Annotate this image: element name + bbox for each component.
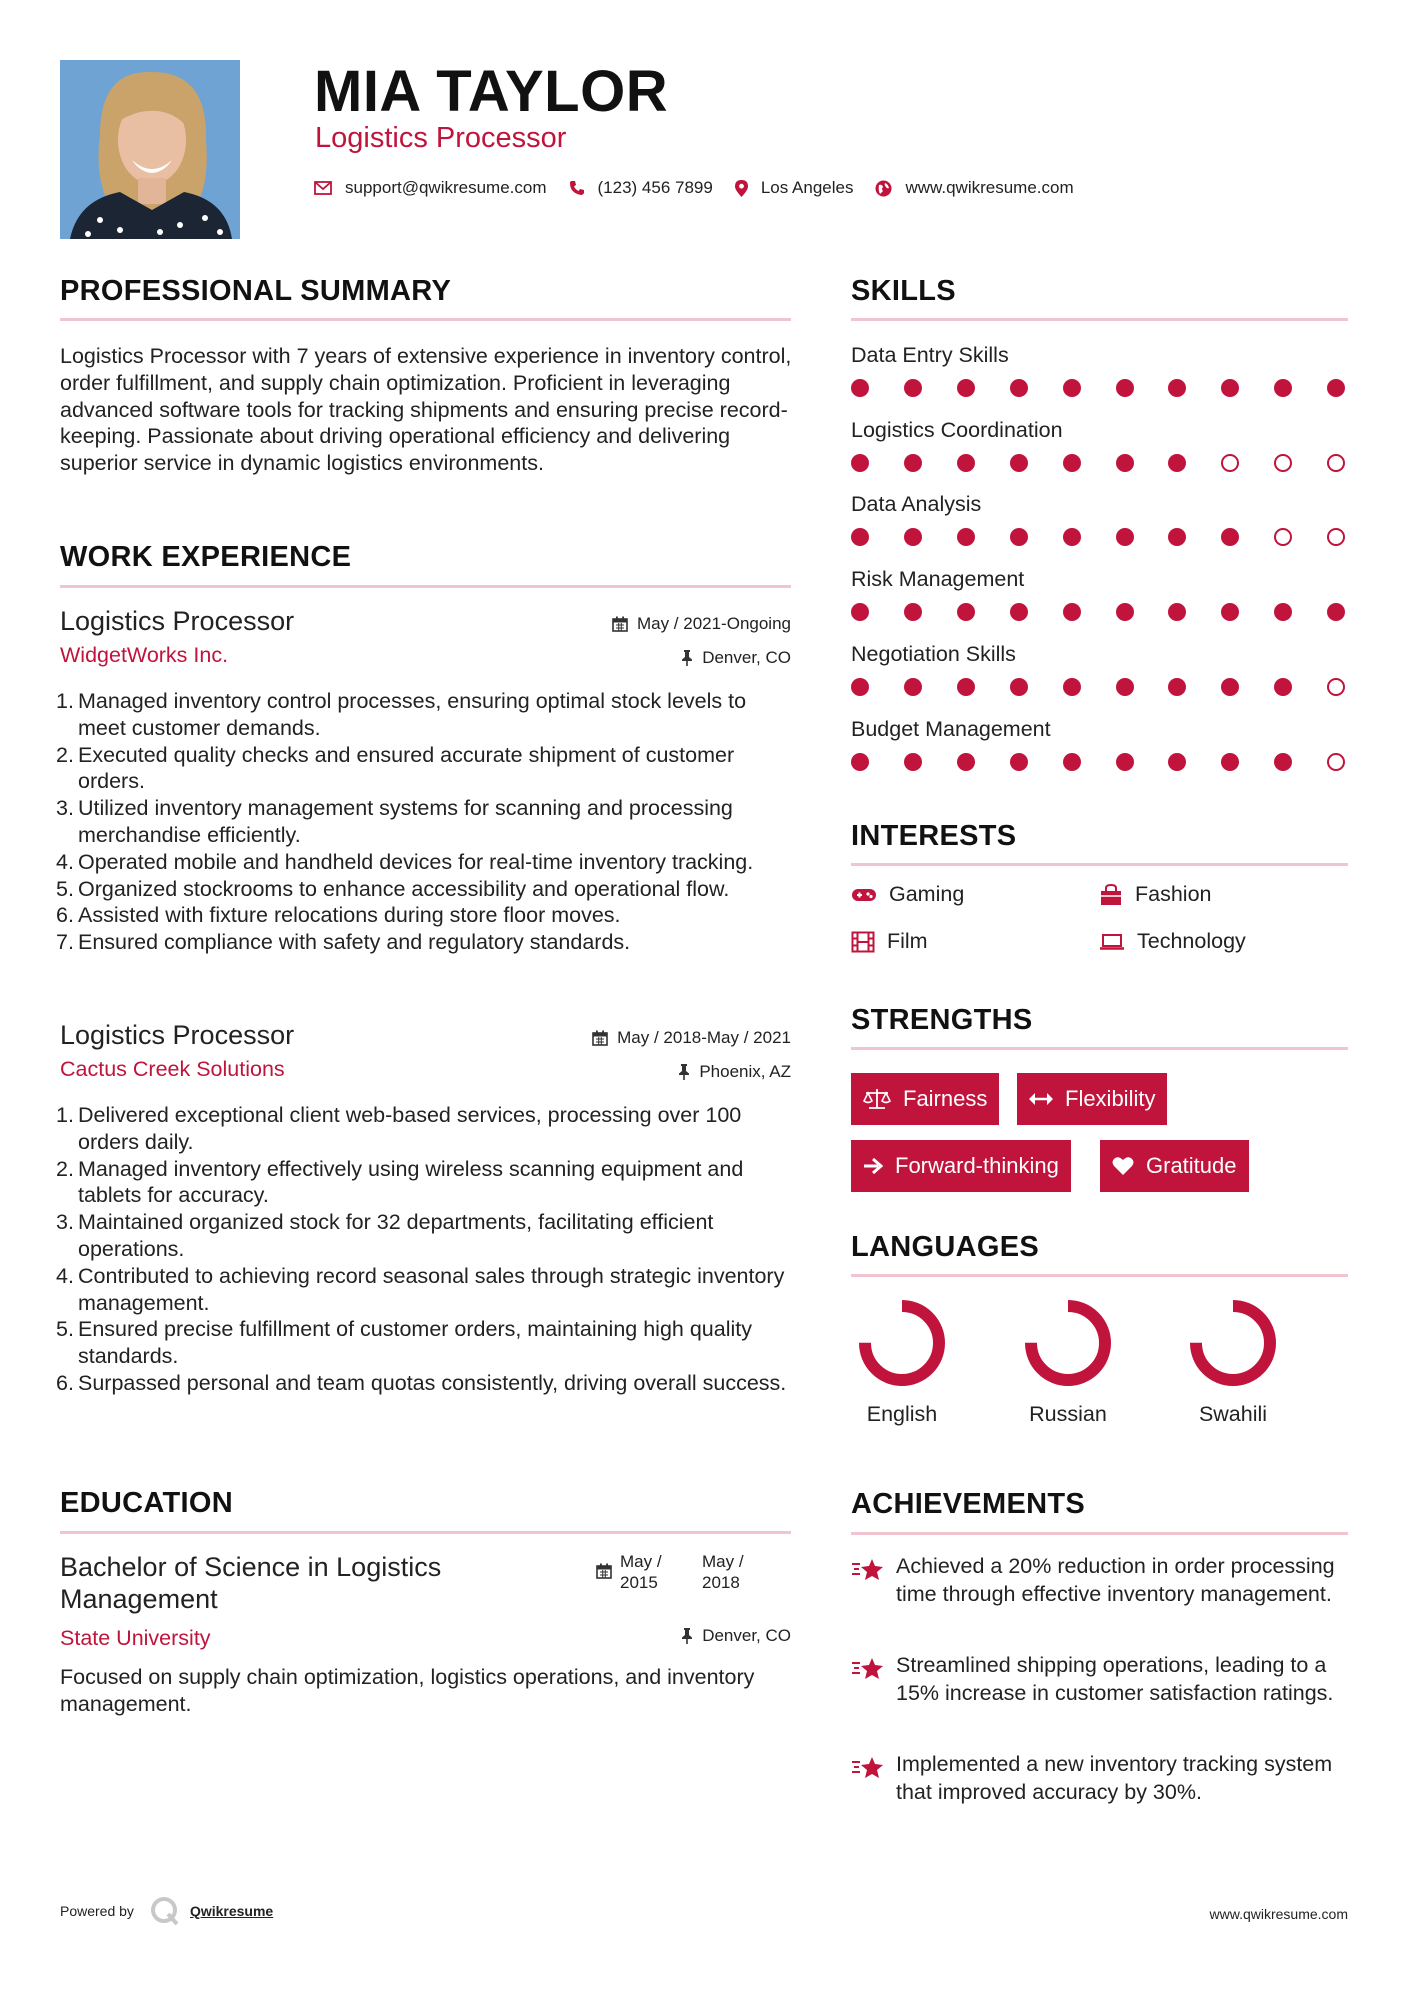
skills-heading: SKILLS bbox=[851, 275, 956, 307]
list-item: Organized stockrooms to enhance accessibility and operational flow. bbox=[78, 876, 730, 901]
list-item: Managed inventory control processes, ensuring optimal stock levels to meet customer demands. bbox=[78, 689, 747, 740]
strength-badge-gratitude bbox=[1100, 1140, 1249, 1192]
summary-divider bbox=[60, 318, 791, 321]
star-award-icon bbox=[851, 1556, 885, 1584]
language-name: Swahili bbox=[1198, 1402, 1268, 1426]
rating-dot-filled bbox=[1116, 528, 1134, 546]
rating-dot-filled bbox=[1063, 753, 1081, 771]
language-gauge-arc bbox=[865, 1306, 939, 1380]
rating-dot-empty bbox=[1274, 454, 1292, 472]
interest-label: Gaming bbox=[889, 882, 965, 906]
job-role: Logistics Processor bbox=[60, 1020, 295, 1050]
rating-dot-filled bbox=[1168, 454, 1186, 472]
education-dates bbox=[596, 1551, 784, 1593]
rating-dot-filled bbox=[1116, 753, 1134, 771]
skill-rating bbox=[851, 528, 1351, 548]
rating-dot-filled bbox=[904, 379, 922, 397]
strength-label: Fairness bbox=[903, 1086, 988, 1111]
laptop-icon bbox=[1099, 933, 1125, 951]
brand-link[interactable]: Qwikresume bbox=[189, 1903, 274, 1919]
skill-rating bbox=[851, 454, 1351, 474]
rating-dot-filled bbox=[1010, 753, 1028, 771]
strengths-heading: STRENGTHS bbox=[851, 1004, 1033, 1036]
balance-scale-icon bbox=[863, 1088, 891, 1110]
education-heading: EDUCATION bbox=[60, 1487, 233, 1519]
job-bullets bbox=[78, 1102, 798, 1397]
rating-dot-filled bbox=[1063, 528, 1081, 546]
interests-heading: INTERESTS bbox=[851, 820, 1017, 852]
envelope-icon bbox=[314, 181, 332, 195]
arrow-right-icon bbox=[863, 1157, 883, 1175]
powered-by-text: Powered by bbox=[60, 1903, 134, 1919]
language-item bbox=[842, 1298, 962, 1427]
language-gauge bbox=[857, 1298, 947, 1388]
rating-dot-filled bbox=[851, 454, 869, 472]
skill-name: Negotiation Skills bbox=[851, 641, 1016, 666]
rating-dot-filled bbox=[851, 753, 869, 771]
contact-email[interactable] bbox=[314, 178, 547, 198]
job-company: Cactus Creek Solutions bbox=[60, 1057, 285, 1081]
language-gauge-arc bbox=[1196, 1306, 1270, 1380]
list-item: Executed quality checks and ensured accurate shipment of customer orders. bbox=[78, 742, 735, 794]
job-role: Logistics Processor bbox=[60, 606, 295, 636]
rating-dot-empty bbox=[1221, 454, 1239, 472]
rating-dot-filled bbox=[1010, 528, 1028, 546]
summary-text: Logistics Processor with 7 years of extensive experience in inventory control, order fulfillment, and supply chain optimization. Proficient in leveraging advanced software tools for tracking shipments and ensuring precise record-keeping. Passionate about driving operational efficiency and delivering superior service in dynamic logistics environments. bbox=[60, 344, 792, 476]
shopping-bag-icon bbox=[1099, 884, 1123, 906]
rating-dot-filled bbox=[1221, 379, 1239, 397]
rating-dot-filled bbox=[1168, 603, 1186, 621]
job-location bbox=[681, 648, 791, 668]
calendar-icon bbox=[596, 1563, 612, 1579]
rating-dot-empty bbox=[1327, 678, 1345, 696]
pushpin-icon bbox=[681, 1628, 693, 1644]
list-item: Contributed to achieving record seasonal sales through strategic inventory management. bbox=[78, 1263, 785, 1315]
language-gauge bbox=[1188, 1298, 1278, 1388]
skill-name: Budget Management bbox=[851, 716, 1051, 741]
strength-badge-flexibility bbox=[1017, 1073, 1167, 1125]
rating-dot-filled bbox=[1063, 379, 1081, 397]
strength-badge-forward-thinking bbox=[851, 1140, 1071, 1192]
education-description: Focused on supply chain optimization, logistics operations, and inventory management. bbox=[60, 1665, 755, 1716]
education-degree: Bachelor of Science in Logistics Management bbox=[60, 1552, 442, 1614]
rating-dot-filled bbox=[957, 528, 975, 546]
rating-dot-filled bbox=[1274, 678, 1292, 696]
rating-dot-filled bbox=[1327, 379, 1345, 397]
rating-dot-filled bbox=[1168, 528, 1186, 546]
achievement-text: Implemented a new inventory tracking system that improved accuracy by 30%. bbox=[896, 1752, 1333, 1804]
interest-label: Fashion bbox=[1135, 882, 1212, 906]
rating-dot-filled bbox=[904, 454, 922, 472]
language-name: English bbox=[866, 1402, 938, 1426]
arrows-horizontal-icon bbox=[1029, 1092, 1053, 1106]
job-location-text: Phoenix, AZ bbox=[699, 1062, 791, 1081]
list-item: Surpassed personal and team quotas consistently, driving overall success. bbox=[78, 1370, 787, 1395]
film-icon bbox=[851, 931, 875, 953]
rating-dot-filled bbox=[1221, 753, 1239, 771]
job-date bbox=[592, 1028, 791, 1048]
list-item: Utilized inventory management systems for scanning and processing merchandise efficiently. bbox=[78, 796, 733, 847]
achievements-divider bbox=[851, 1532, 1348, 1535]
website-text: www.qwikresume.com bbox=[905, 178, 1074, 197]
rating-dot-filled bbox=[1221, 528, 1239, 546]
education-school: State University bbox=[60, 1626, 211, 1650]
skill-rating bbox=[851, 678, 1351, 698]
rating-dot-filled bbox=[1221, 678, 1239, 696]
rating-dot-filled bbox=[1063, 603, 1081, 621]
job-location bbox=[678, 1062, 791, 1082]
rating-dot-filled bbox=[957, 603, 975, 621]
education-location bbox=[681, 1626, 791, 1646]
rating-dot-filled bbox=[1221, 603, 1239, 621]
achievement-item bbox=[851, 1750, 1351, 1810]
strength-label: Flexibility bbox=[1065, 1086, 1156, 1111]
summary-heading: PROFESSIONAL SUMMARY bbox=[60, 275, 452, 307]
candidate-name: MIA TAYLOR bbox=[314, 59, 669, 124]
achievement-item bbox=[851, 1651, 1351, 1737]
rating-dot-filled bbox=[1116, 603, 1134, 621]
rating-dot-filled bbox=[1274, 753, 1292, 771]
map-marker-icon bbox=[735, 180, 748, 197]
job-date bbox=[612, 614, 791, 634]
achievement-text: Streamlined shipping operations, leading to a 15% increase in customer satisfaction ratings. bbox=[896, 1653, 1334, 1705]
rating-dot-filled bbox=[1168, 678, 1186, 696]
skill-rating bbox=[851, 603, 1351, 623]
phone-text: (123) 456 7899 bbox=[597, 178, 713, 197]
rating-dot-filled bbox=[957, 753, 975, 771]
rating-dot-filled bbox=[1063, 678, 1081, 696]
rating-dot-filled bbox=[957, 678, 975, 696]
skill-rating bbox=[851, 753, 1351, 773]
language-name: Russian bbox=[1029, 1402, 1107, 1426]
rating-dot-filled bbox=[1274, 379, 1292, 397]
interest-technology bbox=[1099, 929, 1246, 954]
rating-dot-filled bbox=[1116, 678, 1134, 696]
rating-dot-filled bbox=[1168, 753, 1186, 771]
interest-gaming bbox=[851, 882, 964, 907]
rating-dot-filled bbox=[1116, 379, 1134, 397]
heart-icon bbox=[1112, 1156, 1134, 1176]
list-item: Maintained organized stock for 32 departments, facilitating efficient operations. bbox=[78, 1210, 714, 1261]
strength-label: Gratitude bbox=[1146, 1153, 1237, 1178]
gamepad-icon bbox=[851, 887, 877, 903]
achievement-text: Achieved a 20% reduction in order processing time through effective inventory management. bbox=[896, 1554, 1335, 1606]
list-item: Operated mobile and handheld devices for real-time inventory tracking. bbox=[78, 849, 754, 874]
interest-fashion bbox=[1099, 882, 1212, 907]
rating-dot-empty bbox=[1327, 528, 1345, 546]
achievement-item bbox=[851, 1552, 1351, 1638]
pushpin-icon bbox=[678, 1064, 690, 1080]
star-award-icon bbox=[851, 1655, 885, 1683]
languages-heading: LANGUAGES bbox=[851, 1231, 1039, 1263]
skill-name: Risk Management bbox=[851, 567, 1025, 592]
rating-dot-filled bbox=[1010, 454, 1028, 472]
experience-heading: WORK EXPERIENCE bbox=[60, 541, 352, 573]
skill-name: Logistics Coordination bbox=[851, 417, 1063, 442]
rating-dot-filled bbox=[904, 678, 922, 696]
rating-dot-filled bbox=[851, 379, 869, 397]
skill-name: Data Entry Skills bbox=[851, 343, 1009, 367]
education-location-text: Denver, CO bbox=[702, 1626, 791, 1645]
strengths-divider bbox=[851, 1047, 1348, 1050]
job-bullets bbox=[78, 688, 798, 956]
interest-label: Film bbox=[887, 929, 928, 953]
rating-dot-empty bbox=[1274, 528, 1292, 546]
rating-dot-filled bbox=[851, 678, 869, 696]
list-item: Delivered exceptional client web-based services, processing over 100 orders daily. bbox=[78, 1103, 742, 1154]
email-text: support@qwikresume.com bbox=[345, 178, 547, 197]
rating-dot-filled bbox=[904, 528, 922, 546]
rating-dot-filled bbox=[1010, 379, 1028, 397]
phone-icon bbox=[569, 180, 585, 196]
rating-dot-filled bbox=[1063, 454, 1081, 472]
list-item: Ensured compliance with safety and regulatory standards. bbox=[78, 930, 631, 955]
rating-dot-filled bbox=[1274, 603, 1292, 621]
rating-dot-filled bbox=[1168, 379, 1186, 397]
job-date-text: May / 2021-Ongoing bbox=[636, 614, 791, 633]
rating-dot-filled bbox=[1010, 678, 1028, 696]
education-end: May / 2018 bbox=[702, 1552, 744, 1592]
location-text: Los Angeles bbox=[760, 178, 854, 197]
rating-dot-empty bbox=[1327, 454, 1345, 472]
achievements-heading: ACHIEVEMENTS bbox=[851, 1488, 1086, 1520]
job-date-text: May / 2018-May / 2021 bbox=[617, 1028, 791, 1047]
list-item: Assisted with fixture relocations during store floor moves. bbox=[78, 903, 621, 928]
candidate-title: Logistics Processor bbox=[315, 122, 567, 154]
rating-dot-filled bbox=[851, 528, 869, 546]
experience-divider bbox=[60, 585, 791, 588]
rating-dot-filled bbox=[957, 379, 975, 397]
strength-badge-fairness bbox=[851, 1073, 999, 1125]
rating-dot-filled bbox=[904, 753, 922, 771]
list-item: Ensured precise fulfillment of customer orders, maintaining high quality standards. bbox=[78, 1317, 752, 1369]
contact-website[interactable] bbox=[875, 178, 1073, 198]
calendar-icon bbox=[592, 1030, 608, 1046]
interest-film bbox=[851, 929, 928, 954]
profile-photo bbox=[60, 60, 240, 239]
rating-dot-filled bbox=[1116, 454, 1134, 472]
contact-location bbox=[735, 178, 854, 198]
footer-website[interactable]: www.qwikresume.com bbox=[1209, 1906, 1348, 1922]
interest-label: Technology bbox=[1137, 929, 1246, 953]
language-gauge bbox=[1023, 1298, 1113, 1388]
pushpin-icon bbox=[681, 650, 693, 666]
rating-dot-filled bbox=[1327, 603, 1345, 621]
skills-divider bbox=[851, 318, 1348, 321]
rating-dot-filled bbox=[1010, 603, 1028, 621]
rating-dot-empty bbox=[1327, 753, 1345, 771]
languages-divider bbox=[851, 1274, 1348, 1277]
job-location-text: Denver, CO bbox=[702, 648, 791, 667]
job-company: WidgetWorks Inc. bbox=[60, 643, 229, 667]
job-entry bbox=[60, 606, 791, 986]
job-entry bbox=[60, 1020, 791, 1440]
rating-dot-filled bbox=[851, 603, 869, 621]
contact-bar bbox=[314, 178, 1096, 198]
skill-name: Data Analysis bbox=[851, 492, 982, 517]
skill-rating bbox=[851, 379, 1351, 399]
language-item bbox=[1008, 1298, 1128, 1427]
footer-powered-by bbox=[60, 1896, 273, 1926]
qwikresume-logo-icon bbox=[150, 1896, 180, 1926]
language-item bbox=[1173, 1298, 1293, 1427]
list-item: Managed inventory effectively using wireless scanning equipment and tablets for accuracy. bbox=[78, 1156, 744, 1208]
strength-label: Forward-thinking bbox=[895, 1153, 1059, 1178]
interests-divider bbox=[851, 863, 1348, 866]
contact-phone[interactable] bbox=[569, 178, 713, 198]
education-start: May / 2015 bbox=[620, 1552, 662, 1592]
language-gauge-arc bbox=[1031, 1306, 1105, 1380]
globe-icon bbox=[875, 180, 892, 197]
rating-dot-filled bbox=[957, 454, 975, 472]
rating-dot-filled bbox=[904, 603, 922, 621]
star-award-icon bbox=[851, 1754, 885, 1782]
education-divider bbox=[60, 1531, 791, 1534]
calendar-icon bbox=[612, 616, 628, 632]
